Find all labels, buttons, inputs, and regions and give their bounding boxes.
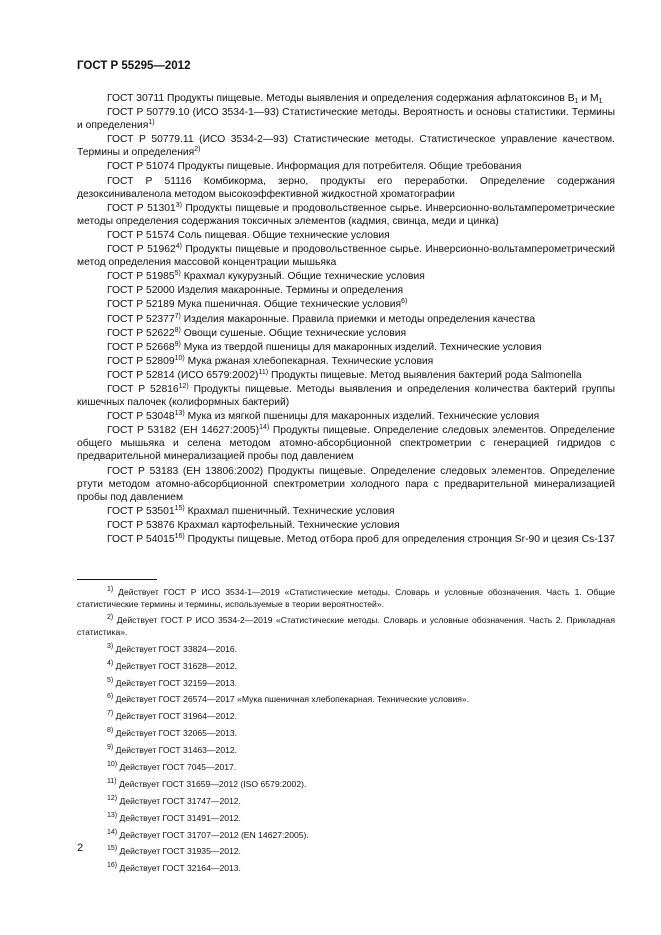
footnote-number: 3) [107, 642, 114, 650]
footnote-text: Действует ГОСТ 32065—2013. [113, 728, 238, 739]
reference-text: Продукты пищевые. Определение следовых элементов. Определение общего мышьяка и селена методом атомно-абсорбционной спектрометрии с генерацией гидридов с предварительной минерализацией пробы под давлением [77, 425, 616, 463]
footnote-text: Действует ГОСТ 31935—2012. [117, 846, 241, 857]
reference-item [77, 465, 615, 504]
reference-text: ГОСТ 30711 Продукты пищевые. Методы выявления и определения содержания афлатоксинов В [107, 93, 575, 104]
footnote-marker: 15) [174, 504, 185, 512]
footnote-text: Действует ГОСТ 33824—2016. [113, 643, 238, 654]
footnote-marker: 14) [259, 424, 270, 432]
footnote-number: 13) [107, 811, 118, 819]
reference-text: ГОСТ Р 52809 [107, 355, 175, 367]
reference-text: ГОСТ Р 53501 [107, 505, 175, 517]
footnote-marker: 1) [148, 119, 155, 127]
footnote-marker: 2) [194, 146, 201, 154]
footnote-number: 4) [107, 659, 114, 667]
reference-text: ГОСТ Р 50779.10 (ИСО 3534-1—93) Статистические методы. Вероятность и основы статистики. Термины и определения [77, 107, 615, 132]
reference-text: ГОСТ Р 52816 [107, 383, 179, 395]
reference-text: ГОСТ Р 52814 (ИСО 6579:2002) [107, 369, 259, 381]
reference-item [77, 298, 615, 311]
footnote-number: 9) [107, 744, 114, 752]
reference-text: ГОСТ Р 53183 (ЕН 13806:2002) Продукты пищевые. Определение следовых элементов. Определение ртути методом атомно-абсорбционной спектрометрии холодного пара с предварительной минерализацией пробы под давлением [77, 465, 615, 503]
reference-item [77, 284, 615, 297]
footnote-item [77, 830, 615, 842]
reference-item [77, 519, 615, 532]
footnote-text: Действует ГОСТ 31491—2012. [117, 812, 241, 823]
footnote-item [77, 813, 615, 825]
footnote-number: 2) [107, 614, 114, 622]
footnote-text: Действует ГОСТ 31463—2012. [113, 745, 238, 756]
footnote-number: 15) [107, 845, 118, 853]
footnote-text: Действует ГОСТ 7045—2017. [117, 762, 237, 773]
footnote-marker: 12) [178, 382, 189, 390]
page-number: 2 [77, 842, 84, 854]
footnote-number: 1) [107, 586, 114, 593]
reference-text: Продукты пищевые. Метод отбора проб для определения стронция Sr-90 и цезия Cs-137 [184, 534, 615, 545]
footnote-number: 6) [107, 693, 114, 701]
footnote-item [77, 678, 615, 690]
footnote-number: 12) [107, 794, 118, 802]
reference-item [77, 327, 615, 340]
reference-text: ГОСТ Р 52668 [107, 341, 175, 353]
footnote-item [77, 728, 615, 740]
footnote-text: Действует ГОСТ 31707—2012 (EN 14627:2005). [117, 829, 309, 840]
footnote-item [77, 615, 615, 638]
footnote-marker: 9) [174, 340, 181, 348]
footnote-item [77, 796, 615, 808]
footnote-marker: 8) [174, 326, 181, 334]
footnote-text: Действует ГОСТ 31659—2012 (ISO 6579:2002). [116, 778, 307, 789]
reference-text: ГОСТ Р 51962 [107, 244, 176, 256]
reference-item [77, 202, 615, 228]
footnote-marker: 3) [175, 201, 182, 209]
reference-text: Крахмал пшеничный. Технические условия [184, 505, 395, 517]
reference-text: ГОСТ Р 51074 Продукты пищевые. Информация для потребителя. Общие требования [107, 161, 522, 173]
reference-text: ГОСТ Р 51985 [107, 271, 175, 283]
footnote-text: Действует ГОСТ 32164—2013. [117, 863, 241, 874]
footnote-item [77, 762, 615, 774]
footnote-text: Действует ГОСТ 32159—2013. [113, 677, 238, 688]
reference-text: Продукты пищевые и продовольственное сырье. Инверсионно-вольтамперометрические методы определения содержания токсичных элементов (кадмия, свинца, меди и цинка) [77, 202, 615, 227]
reference-item [77, 505, 615, 518]
reference-text: и М [578, 93, 599, 104]
footnote-text: Действует ГОСТ 31747—2012. [117, 795, 241, 806]
subscript: 1 [574, 98, 579, 105]
reference-item [77, 133, 615, 159]
footnote-item [77, 745, 615, 757]
footnote-number: 16) [107, 862, 118, 870]
footnote-text: Действует ГОСТ Р ИСО 3534-1—2019 «Статистические методы. Словарь и условные обозначения. Часть 1. Общие статистические термины и термины, используемые в теории вероятностей». [77, 587, 615, 609]
footnotes-list [77, 587, 615, 880]
footnote-number: 8) [107, 727, 114, 735]
reference-item [77, 410, 615, 423]
footnote-text: Действует ГОСТ Р ИСО 3534-2—2019 «Статистические методы. Словарь и условные обозначения. Часть 2. Прикладная статистика». [77, 615, 615, 637]
footnote-marker: 11) [258, 368, 269, 376]
reference-text: ГОСТ Р 53048 [107, 411, 175, 423]
footnote-number: 14) [107, 828, 118, 836]
reference-item [77, 424, 615, 463]
reference-text: Мука из мягкой пшеницы для макаронных изделий. Технические условия [184, 411, 540, 423]
reference-item [77, 355, 615, 368]
reference-item [77, 270, 615, 283]
reference-text: Изделия макаронные. Правила приемки и методы определения качества [180, 313, 536, 325]
reference-item [77, 106, 615, 132]
reference-text: Крахмал кукурузный. Общие технические условия [180, 271, 425, 283]
reference-item [77, 383, 615, 409]
footnote-text: Действует ГОСТ 26574—2017 «Мука пшеничная хлебопекарная. Технические условия». [113, 694, 470, 705]
footnote-item [77, 779, 615, 791]
reference-text: ГОСТ Р 52000 Изделия макаронные. Термины и определения [107, 285, 404, 297]
reference-text: Овощи сушеные. Общие технические условия [180, 327, 407, 339]
subscript: 1 [598, 98, 603, 105]
reference-text: ГОСТ Р 50779.11 (ИСО 3534-2—93) Статистические методы. Статистическое управление качеством. Термины и определения [77, 134, 615, 159]
footnote-item [77, 661, 615, 673]
footnote-item [77, 711, 615, 723]
footnote-marker: 10) [174, 354, 185, 362]
reference-text: Продукты пищевые. Методы выявления и определения количества бактерий группы кишечных палочек (колиформных бактерий) [77, 383, 615, 409]
reference-item [77, 160, 615, 173]
footnote-item [77, 587, 615, 610]
reference-text: ГОСТ Р 53876 Крахмал картофельный. Технические условия [107, 519, 400, 531]
reference-item [77, 369, 615, 382]
page-header: ГОСТ Р 55295—2012 [77, 60, 191, 72]
footnote-marker: 7) [174, 312, 181, 320]
reference-text: Продукты пищевые и продовольственное сырье. Инверсионно-вольтамперометрический метод определения массовой концентрации мышьяка [77, 244, 615, 269]
footnote-number: 5) [107, 676, 114, 684]
reference-text: ГОСТ Р 53182 (ЕН 14627:2005) [107, 425, 260, 437]
footnote-marker: 13) [174, 410, 185, 418]
reference-text: ГОСТ Р 52377 [107, 313, 175, 325]
reference-text: ГОСТ Р 52622 [107, 327, 175, 339]
reference-item [77, 92, 615, 105]
footnote-item [77, 694, 615, 706]
reference-item [77, 243, 615, 269]
footnote-number: 7) [107, 710, 114, 718]
reference-text: Мука ржаная хлебопекарная. Технические условия [184, 355, 434, 367]
references-list [77, 92, 615, 546]
footnote-text: Действует ГОСТ 31628—2012. [113, 660, 238, 671]
footnote-divider [77, 579, 157, 580]
reference-item [77, 175, 615, 201]
reference-text: Мука из твердой пшеницы для макаронных изделий. Технические условия [180, 341, 542, 353]
footnote-marker: 6) [401, 298, 408, 306]
footnote-marker: 4) [175, 243, 182, 251]
reference-text: ГОСТ Р 52189 Мука пшеничная. Общие технические условия [107, 299, 402, 311]
footnote-item [77, 644, 615, 656]
footnote-number: 10) [107, 761, 118, 769]
footnote-item [77, 846, 615, 858]
footnote-number: 11) [107, 777, 117, 785]
reference-text: ГОСТ Р 51116 Комбикорма, зерно, продукты его переработки. Определение содержания дезоксиниваленола методом высокоэффективной жидкостной хроматографии [77, 175, 615, 200]
reference-text: ГОСТ Р 51574 Соль пищевая. Общие технические условия [107, 229, 390, 241]
reference-text: ГОСТ Р 54015 [107, 534, 175, 545]
reference-text: Продукты пищевые. Метод выявления бактерий рода Salmonella [268, 369, 582, 381]
reference-item [77, 229, 615, 242]
reference-item [77, 341, 615, 354]
reference-text: ГОСТ Р 51301 [107, 202, 176, 214]
reference-item [77, 533, 615, 546]
footnote-text: Действует ГОСТ 31964—2012. [113, 711, 238, 722]
reference-item [77, 313, 615, 326]
footnote-marker: 5) [174, 270, 181, 278]
footnote-item [77, 863, 615, 875]
footnote-marker: 16) [174, 533, 185, 540]
